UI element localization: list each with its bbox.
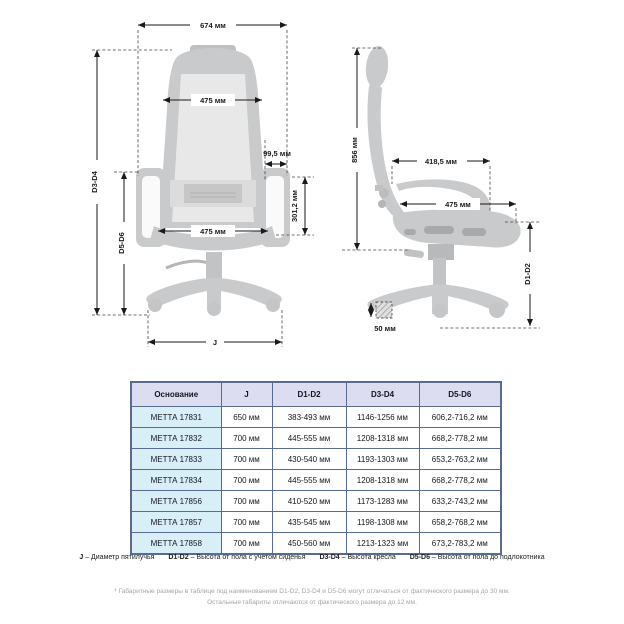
front-caster-right: [266, 298, 280, 312]
dim-side-seat-depth: 475 мм: [445, 200, 471, 209]
dim-side-overall-height: 856 мм: [350, 137, 359, 163]
footnote-line-1: * Габаритные размеры в таблице под наименованием D1-D2, D3-D4 и D5-D6 могут отличаться от фактического размера до 30 мм.: [114, 588, 510, 595]
cell-model: МЕТТА 17832: [131, 428, 221, 449]
cell-j: 700 мм: [221, 470, 272, 491]
col-header-d3d4: D3-D4: [346, 382, 419, 407]
legend-item-d1d2: D1-D2 – Высота от пола с учетом сиденья: [168, 554, 306, 561]
legend-item-j: J – Диаметр пятилучья: [79, 554, 155, 561]
footnote-line-2: Остальные габариты отличаются от фактического размера до 12 мм.: [207, 598, 417, 606]
dim-side-d1d2: D1-D2: [523, 263, 532, 285]
cell-d1d2: 435-545 мм: [272, 512, 346, 533]
dim-front-base-diameter: J: [212, 338, 218, 347]
cell-d1d2: 445-555 мм: [272, 470, 346, 491]
col-header-d1d2: D1-D2: [272, 382, 346, 407]
dim-front-d3d4: D3-D4: [90, 171, 99, 193]
cell-model: МЕТТА 17833: [131, 449, 221, 470]
footnote: [0, 587, 624, 608]
dim-front-armrest-offset: 99,5 мм: [263, 149, 291, 158]
chair-front-view: [136, 45, 290, 316]
cell-d1d2: 430-540 мм: [272, 449, 346, 470]
caster-detail-box: [376, 302, 392, 318]
cell-d3d4: 1198-1308 мм: [346, 512, 419, 533]
col-header-d5d6: D5-D6: [419, 382, 501, 407]
dim-front-armrest-height: 301,2 мм: [290, 190, 299, 222]
dim-side-caster-diameter: 50 мм: [374, 324, 396, 333]
dimension-legend: [0, 554, 624, 561]
cell-d3d4: 1193-1303 мм: [346, 449, 419, 470]
cell-j: 700 мм: [221, 512, 272, 533]
table-header-row: [131, 382, 501, 407]
cell-d1d2: 410-520 мм: [272, 491, 346, 512]
cell-d5d6: 653,2-763,2 мм: [419, 449, 501, 470]
cell-d5d6: 668,2-778,2 мм: [419, 428, 501, 449]
dim-front-d5d6: D5-D6: [117, 232, 126, 254]
side-seat: [393, 209, 521, 247]
dim-front-seat-width: 475 мм: [200, 227, 226, 236]
cell-d1d2: 383-493 мм: [272, 407, 346, 428]
cell-d3d4: 1208-1318 мм: [346, 470, 419, 491]
table-row: [131, 428, 501, 449]
cell-j: 700 мм: [221, 491, 272, 512]
side-headrest: [364, 45, 390, 89]
cell-model: МЕТТА 17857: [131, 512, 221, 533]
cell-d5d6: 658,2-768,2 мм: [419, 512, 501, 533]
cell-model: МЕТТА 17834: [131, 470, 221, 491]
legend-item-d5d6: D5-D6 – Высота от пола до подлокотника: [409, 554, 545, 561]
cell-d3d4: 1146-1256 мм: [346, 407, 419, 428]
cell-model: МЕТТА 17858: [131, 533, 221, 555]
spec-table: [130, 381, 502, 555]
chair-side-view: [364, 45, 521, 318]
cell-model: МЕТТА 17831: [131, 407, 221, 428]
dim-front-backrest-width: 475 мм: [200, 96, 226, 105]
dim-front-overall-width: 674 мм: [200, 21, 226, 30]
cell-j: 700 мм: [221, 533, 272, 555]
cell-j: 700 мм: [221, 428, 272, 449]
cell-d5d6: 673,2-783,2 мм: [419, 533, 501, 555]
table-row: [131, 533, 501, 555]
front-adjust-lever: [166, 261, 208, 268]
cell-d3d4: 1208-1318 мм: [346, 428, 419, 449]
side-caster-front: [489, 302, 505, 318]
cell-d3d4: 1173-1283 мм: [346, 491, 419, 512]
side-caster-center: [433, 304, 447, 318]
cell-d3d4: 1213-1323 мм: [346, 533, 419, 555]
dim-side-backrest-depth: 418,5 мм: [425, 157, 457, 166]
cell-d1d2: 445-555 мм: [272, 428, 346, 449]
cell-j: 700 мм: [221, 449, 272, 470]
table-row: [131, 449, 501, 470]
cell-d5d6: 633,2-743,2 мм: [419, 491, 501, 512]
side-backrest: [367, 84, 412, 221]
table-row: [131, 470, 501, 491]
side-gas-lift: [433, 258, 446, 288]
table-row: [131, 512, 501, 533]
cell-j: 650 мм: [221, 407, 272, 428]
table-row: [131, 491, 501, 512]
side-mechanism: [428, 244, 454, 260]
legend-item-d3d4: D3-D4 – Высота кресла: [319, 554, 396, 561]
cell-model: МЕТТА 17856: [131, 491, 221, 512]
front-caster-center: [207, 302, 221, 316]
cell-d5d6: 606,2-716,2 мм: [419, 407, 501, 428]
table-row: [131, 407, 501, 428]
col-header-j: J: [221, 382, 272, 407]
cell-d5d6: 668,2-778,2 мм: [419, 470, 501, 491]
cell-d1d2: 450-560 мм: [272, 533, 346, 555]
col-header-base: Основание: [131, 382, 221, 407]
front-caster-left: [148, 298, 162, 312]
